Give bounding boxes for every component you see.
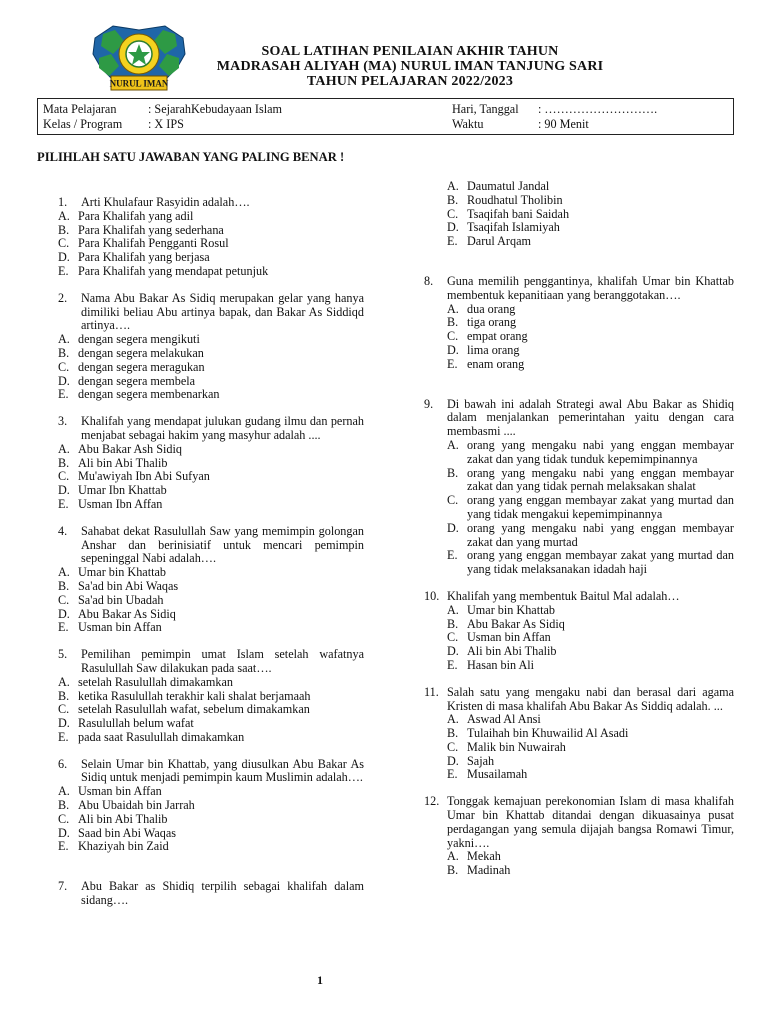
option-text: Abu Bakar Ash Sidiq — [78, 441, 182, 456]
option-text: lima orang — [467, 342, 520, 357]
option-label: A. — [447, 849, 459, 864]
option-label: A. — [447, 179, 459, 193]
option-text: Tulaihah bin Khuwailid Al Asadi — [467, 726, 629, 741]
header-school-name: MADRASAH ALIYAH (MA) NURUL IMAN TANJUNG SARI — [216, 59, 604, 74]
option-text: Para Khalifah yang mendapat petunjuk — [78, 263, 269, 278]
option-label: E. — [447, 767, 458, 782]
date-value: : ………………………. — [538, 102, 658, 116]
option-text: Sajah — [467, 753, 495, 768]
option-text: Usman bin Affan — [467, 630, 551, 645]
question-text: Abu Bakar as Shidiq terpilih sebagai khalifah dalam sidang…. — [81, 879, 364, 908]
option-text: Mekah — [467, 849, 501, 864]
question-7-options — [424, 180, 734, 249]
option-label: A. — [58, 784, 70, 799]
question-text: Khalifah yang mendapat julukan gudang ilmu dan pernah menjabat sebagai hakim yang masyhur adalah .... — [81, 414, 364, 442]
option-label: C. — [58, 236, 70, 251]
option-label: C. — [447, 206, 459, 221]
question-1 — [58, 196, 364, 279]
option-label: B. — [58, 345, 70, 360]
option-text: Aswad Al Ansi — [467, 712, 541, 727]
option-text: orang yang enggan membayar zakat yang murtad dan yang tidak melaksanakan idadah haji — [467, 548, 734, 577]
question-number: 9. — [424, 396, 434, 411]
option-label: B. — [447, 863, 459, 878]
option-text: Para Khalifah yang adil — [78, 208, 194, 223]
option-label: B. — [447, 465, 459, 480]
option-label: C. — [447, 630, 459, 645]
question-number: 1. — [58, 195, 68, 209]
option-label: C. — [447, 493, 459, 508]
instruction-text: PILIHLAH SATU JAWABAN YANG PALING BENAR ! — [37, 150, 345, 164]
option-label: D. — [447, 520, 459, 535]
time-value: : 90 Menit — [538, 117, 589, 131]
option-text: Darul Arqam — [467, 234, 531, 249]
option-text: Roudhatul Tholibin — [467, 192, 563, 207]
option-text: enam orang — [467, 356, 525, 371]
option-text: ketika Rasulullah terakhir kali shalat berjamaah — [78, 688, 311, 703]
option-text: Abu Ubaidah bin Jarrah — [78, 798, 195, 813]
option-text: Usman Ibn Affan — [78, 496, 163, 511]
question-text: Pemilihan pemimpin umat Islam setelah wafatnya Rasulullah Saw dilakukan pada saat…. — [81, 647, 364, 675]
option-label: A. — [58, 332, 70, 347]
option-text: pada saat Rasulullah dimakamkan — [78, 729, 245, 744]
option-label: C. — [447, 739, 459, 754]
option-text: Ali bin Abi Thalib — [467, 644, 557, 659]
option-text: Umar bin Khattab — [467, 602, 555, 617]
option-label: B. — [447, 726, 459, 741]
option-label: E. — [58, 620, 69, 635]
question-text: Di bawah ini adalah Strategi awal Abu Bakar as Shidiq dalam menjalankan pemerintahan yaitu dengan cara membasmi .... — [447, 396, 734, 439]
question-number: 8. — [424, 273, 434, 288]
option-label: E. — [58, 729, 69, 744]
question-9 — [424, 398, 734, 577]
option-label: C. — [58, 469, 70, 484]
exam-info-box — [37, 98, 734, 135]
option-text: Musailamah — [467, 767, 528, 782]
class-label: Kelas / Program — [43, 117, 123, 131]
option-label: D. — [58, 483, 70, 498]
class-value: : X IPS — [148, 117, 184, 131]
question-number: 2. — [58, 290, 68, 305]
option-label: A. — [58, 208, 70, 223]
option-label: B. — [447, 616, 459, 631]
question-text: Sahabat dekat Rasulullah Saw yang memimpin golongan Anshar dan berinisiatif untuk mencari pemimpin sepeninggal Nabi adalah…. — [81, 523, 364, 566]
option-label: B. — [58, 688, 70, 703]
option-label: A. — [58, 674, 70, 689]
option-text: Tsaqifah bani Saidah — [467, 206, 570, 221]
option-label: A. — [447, 602, 459, 617]
option-text: dengan segera melakukan — [78, 345, 204, 360]
subject-label: Mata Pelajaran — [43, 102, 117, 116]
option-text: Para Khalifah Pengganti Rosul — [78, 236, 229, 251]
question-6 — [58, 758, 364, 855]
option-label: D. — [58, 250, 70, 265]
question-number: 6. — [58, 756, 68, 771]
option-label: A. — [58, 441, 70, 456]
option-text: Saad bin Abi Waqas — [78, 825, 176, 840]
option-label: C. — [58, 811, 70, 826]
option-text: Rasulullah belum wafat — [78, 716, 194, 731]
option-text: orang yang mengaku nabi yang enggan membayar zakat dan yang tidak tunduk kepemimpinannya — [467, 437, 734, 466]
option-label: D. — [58, 606, 70, 621]
question-number: 5. — [58, 647, 68, 662]
question-number: 12. — [424, 794, 440, 809]
question-number: 11. — [424, 684, 439, 699]
option-label: B. — [58, 222, 70, 237]
option-text: tiga orang — [467, 315, 517, 330]
option-label: A. — [447, 437, 459, 452]
option-text: Daumatul Jandal — [467, 179, 550, 193]
option-text: orang yang enggan membayar zakat yang murtad dan yang tidak mengakui kepemimpinannya — [467, 493, 734, 521]
question-4 — [58, 525, 364, 635]
option-text: dengan segera membela — [78, 373, 196, 388]
option-label: B. — [447, 315, 459, 330]
question-5 — [58, 648, 364, 745]
option-text: Mu'awiyah Ibn Abi Sufyan — [78, 469, 210, 484]
option-label: E. — [447, 356, 458, 371]
option-text: Madinah — [467, 863, 511, 878]
option-label: A. — [447, 301, 459, 316]
option-label: D. — [447, 753, 459, 768]
question-text: Selain Umar bin Khattab, yang diusulkan Abu Bakar As Sidiq untuk menjadi pemimpin kaum Muslimin adalah…. — [81, 756, 364, 785]
right-column — [424, 180, 734, 878]
option-text: setelah Rasulullah wafat, sebelum dimakamkan — [78, 702, 310, 717]
option-label: E. — [447, 234, 458, 249]
option-text: Malik bin Nuwairah — [467, 739, 566, 754]
option-label: A. — [58, 565, 70, 580]
question-12 — [424, 795, 734, 878]
option-label: D. — [58, 825, 70, 840]
option-text: Para Khalifah yang berjasa — [78, 250, 210, 265]
question-8 — [424, 275, 734, 372]
date-label: Hari, Tanggal — [452, 102, 519, 116]
option-text: orang yang mengaku nabi yang enggan membayar zakat dan yang murtad — [467, 520, 734, 549]
option-label: C. — [447, 329, 459, 344]
subject-value: : SejarahKebudayaan Islam — [148, 102, 283, 116]
option-label: C. — [58, 702, 70, 717]
question-number: 4. — [58, 523, 68, 538]
option-label: B. — [58, 578, 70, 593]
question-10 — [424, 590, 734, 673]
option-text: Ali bin Abi Thalib — [78, 455, 168, 470]
option-label: E. — [58, 387, 69, 402]
option-label: D. — [447, 342, 459, 357]
option-text: setelah Rasulullah dimakamkan — [78, 674, 234, 689]
question-text: Nama Abu Bakar As Sidiq merupakan gelar yang hanya dimiliki beliau Abu artinya bapak, dan Bakar As Siddiqd artinya…. — [81, 290, 364, 333]
option-label: D. — [447, 644, 459, 659]
option-text: Abu Bakar As Sidiq — [78, 606, 176, 621]
time-label: Waktu — [452, 117, 484, 131]
option-label: D. — [447, 220, 459, 235]
question-7 — [58, 880, 364, 908]
option-text: dengan segera meragukan — [78, 359, 205, 374]
option-label: E. — [58, 839, 69, 854]
option-text: dengan segera mengikuti — [78, 332, 200, 347]
question-text: Guna memilih penggantinya, khalifah Umar bin Khattab membentuk kepanitiaan yang beranggotakan…. — [447, 273, 734, 302]
option-text: Umar bin Khattab — [78, 565, 166, 580]
question-number: 10. — [424, 588, 440, 603]
option-text: Umar Ibn Khattab — [78, 483, 167, 498]
option-label: D. — [58, 373, 70, 388]
option-text: Abu Bakar As Sidiq — [467, 616, 565, 631]
option-text: Hasan bin Ali — [467, 657, 535, 672]
question-2 — [58, 292, 364, 402]
option-label: E. — [447, 548, 458, 563]
option-label: B. — [58, 798, 70, 813]
option-label: E. — [58, 496, 69, 511]
option-text: Tsaqifah Islamiyah — [467, 220, 560, 235]
question-text: Khalifah yang membentuk Baitul Mal adalah… — [447, 588, 680, 603]
option-label: E. — [58, 263, 69, 278]
option-text: Usman bin Affan — [78, 784, 162, 799]
option-text: Sa'ad bin Ubadah — [78, 592, 164, 607]
page-number: 1 — [317, 973, 323, 987]
option-label: D. — [58, 716, 70, 731]
option-text: Khaziyah bin Zaid — [78, 839, 169, 854]
question-text: Salah satu yang mengaku nabi dan berasal dari agama Kristen di masa khalifah Abu Bakar As Siddiq adalah. ... — [447, 684, 734, 713]
option-text: dua orang — [467, 301, 516, 316]
option-text: dengan segera membenarkan — [78, 387, 220, 402]
option-text: Ali bin Abi Thalib — [78, 811, 168, 826]
option-label: B. — [447, 192, 459, 207]
option-text: empat orang — [467, 329, 528, 344]
logo-text: NURUL IMAN — [109, 78, 169, 89]
option-label: C. — [58, 359, 70, 374]
option-text: Sa'ad bin Abi Waqas — [78, 578, 179, 593]
question-text: Tonggak kemajuan perekonomian Islam di masa khalifah Umar bin Khattab ditandai dengan dikuasainya pusat perdagangan yang semula dijajah bangsa Romawi Timur, yakni…. — [447, 794, 734, 850]
question-11 — [424, 686, 734, 783]
left-column — [58, 180, 364, 908]
question-3 — [58, 415, 364, 512]
option-label: A. — [447, 712, 459, 727]
option-label: B. — [58, 455, 70, 470]
question-text: Arti Khulafaur Rasyidin adalah…. — [81, 195, 250, 209]
header-title-line1: SOAL LATIHAN PENILAIAN AKHIR TAHUN — [261, 44, 559, 59]
question-number: 3. — [58, 414, 68, 429]
option-label: E. — [447, 657, 458, 672]
option-label: C. — [58, 592, 70, 607]
option-text: orang yang mengaku nabi yang enggan membayar zakat dan yang tidak pernah melaksakan shalat — [467, 465, 734, 494]
school-logo — [85, 24, 193, 100]
question-number: 7. — [58, 879, 68, 894]
option-text: Usman bin Affan — [78, 620, 162, 635]
header-academic-year: TAHUN PELAJARAN 2022/2023 — [306, 74, 514, 89]
document-header — [200, 44, 620, 89]
option-text: Para Khalifah yang sederhana — [78, 222, 224, 237]
